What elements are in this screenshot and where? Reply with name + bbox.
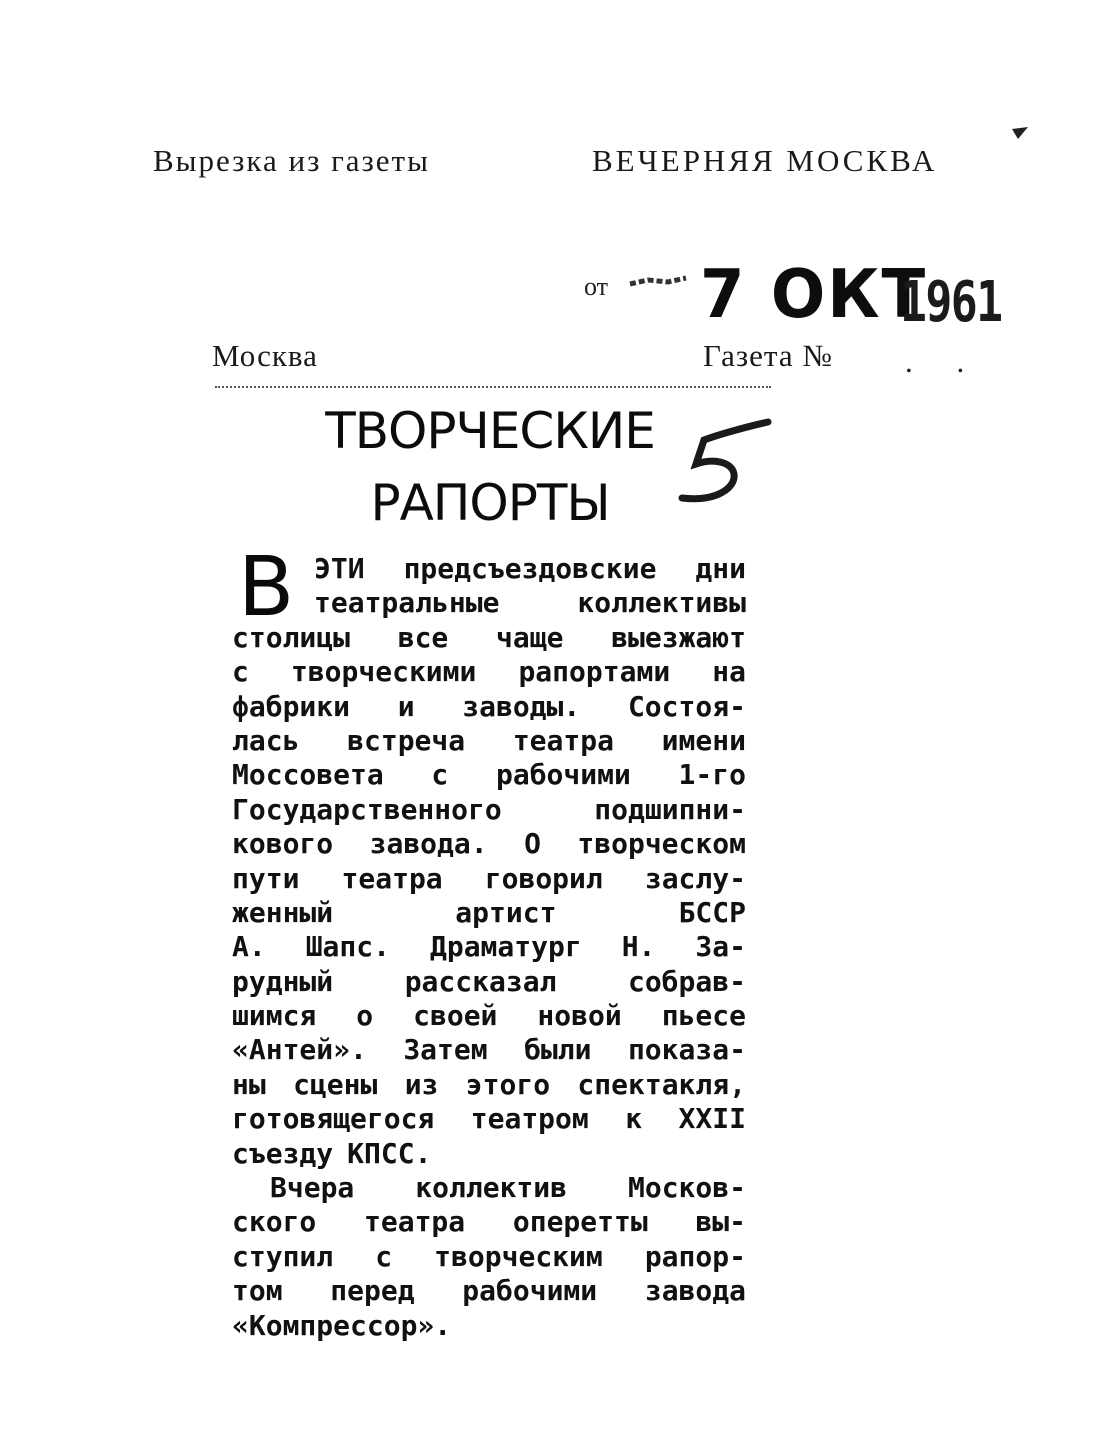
issue-dots: . .: [905, 344, 983, 379]
article-line: фабрики и заводы. Состоя-: [232, 689, 746, 723]
article-line: ны сцены из этого спектакля,: [232, 1067, 746, 1101]
handwritten-five-icon: [670, 412, 780, 512]
corner-mark-icon: [1010, 125, 1032, 153]
article-title-line-1: ТВОРЧЕСКИЕ: [325, 402, 655, 460]
article-line: А. Шапс. Драматург Н. За-: [232, 930, 746, 964]
article-line: Государственного подшипни-: [232, 792, 746, 826]
article-body: [232, 552, 746, 1343]
article-line: шимся о своей новой пьесе: [232, 999, 746, 1033]
article-line: театральные коллективы: [314, 586, 746, 620]
clipping-label: Вырезка из газеты: [153, 143, 430, 178]
drop-cap: В: [238, 540, 295, 635]
article-line: готовящегося театром к XXII: [232, 1102, 746, 1136]
article-line: Вчера коллектив Москов-: [270, 1171, 746, 1205]
article-line: «Антей». Затем были показа-: [232, 1033, 746, 1067]
article-line: «Компрессор».: [232, 1308, 452, 1342]
article-line: ского театра оперетты вы-: [232, 1205, 746, 1239]
article-line: съезду КПСС.: [232, 1136, 432, 1170]
stamp-date: 7 ОКТ: [700, 256, 928, 334]
article-line: рудный рассказал собрав-: [232, 964, 746, 998]
newspaper-name: ВЕЧЕРНЯЯ МОСКВА: [592, 143, 938, 178]
article-title-line-2: РАПОРТЫ: [370, 474, 610, 532]
stamp-smudge-icon: [628, 272, 688, 294]
article-line: столицы все чаще выезжают: [232, 620, 746, 654]
article-line: лась встреча театра имени: [232, 723, 746, 757]
stamp-year: 1961: [900, 270, 1002, 335]
article-line: кового завода. О творческом: [232, 827, 746, 861]
city-label: Москва: [212, 338, 318, 373]
article-line: ЭТИ предсъездовские дни: [314, 552, 746, 585]
header-divider: [215, 386, 771, 388]
article-line: пути театра говорил заслу-: [232, 861, 746, 895]
article-line: Моссовета с рабочими 1-го: [232, 758, 746, 792]
article-line: том перед рабочими завода: [232, 1274, 746, 1308]
date-prefix: от: [584, 272, 609, 301]
article-line: с творческими рапортами на: [232, 655, 746, 689]
article-line: женный артист БССР: [232, 895, 746, 929]
article-line: ступил с творческим рапор-: [232, 1239, 746, 1273]
issue-label: Газета №: [703, 338, 833, 373]
